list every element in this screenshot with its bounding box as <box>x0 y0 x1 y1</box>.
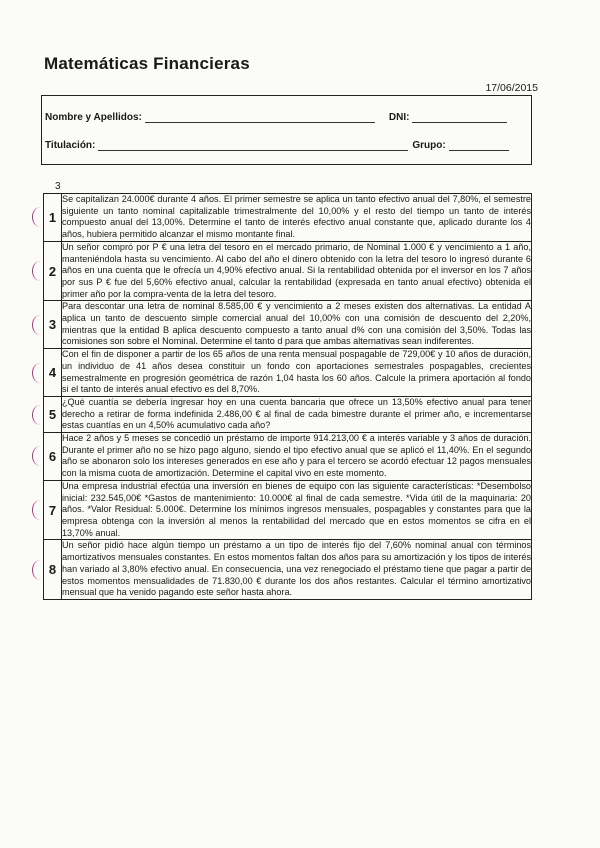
pen-mark <box>32 560 49 580</box>
pen-mark <box>32 405 49 425</box>
pen-mark <box>32 315 49 335</box>
exercise-row <box>44 349 532 397</box>
pen-mark <box>32 500 49 520</box>
exercise-row <box>44 194 532 242</box>
dni-label: DNI: <box>388 112 410 123</box>
exercise-number: 8 <box>44 540 62 600</box>
exercise-text: Con el fin de disponer a partir de los 65 años de una renta mensual pospagable de 729,00€ y 10 años de duración, un individuo de 41 años desea constituir un fondo con aportaciones semestrales pospagables, crecientes semestralmente en progresión geométrica de razón 1,04 hasta los 60 años. Calcule la primera aportación al fondo si el tanto de interés anual efectivo es del 8,70%. <box>62 349 532 397</box>
exercise-number: 1 <box>44 194 62 242</box>
exercise-table <box>43 193 532 600</box>
exercise-number: 3 <box>44 301 62 349</box>
pen-mark <box>32 363 49 383</box>
exercise-text: Una empresa industrial efectúa una inversión en bienes de equipo con las siguiente características: *Desembolso inicial: 232.545,00€ *Gastos de mantenimiento: 10.000€ al final de cada semestre. *Vida útil de la maquinaria: 20 años. *Valor Residual: 5.000€. Determine los mínimos ingresos mensuales, pospagables y constantes para que la empresa obtenga con la inversión al menos la rentabilidad del mercado que en estos momentos se cifra en el 13,70% anual. <box>62 480 532 540</box>
group-field[interactable] <box>449 140 509 151</box>
exercise-text: Un señor pidió hace algún tiempo un préstamo a un tipo de interés fijo del 7,60% nominal anual con términos amortizativos mensuales constantes. En estos momentos faltan dos años para su amortización y los tipos de interés han variado al 3,80% efectivo anual. En consecuencia, una vez renegociado el préstamo tiene que pagar a partir de estos momentos mensualidades de 71.830,00 € durante los dos años restantes. Calcular el término amortizativo mensual que ha venido pagando este señor hasta ahora. <box>62 540 532 600</box>
student-info-box <box>41 95 532 165</box>
degree-label: Titulación: <box>45 140 96 151</box>
name-label: Nombre y Apellidos: <box>45 112 142 123</box>
dni-field[interactable] <box>412 112 507 123</box>
exercise-text: ¿Qué cuantía se debería ingresar hoy en una cuenta bancaria que ofrece un 13,50% efectivo anual para tener derecho a retirar de forma indefinida 2.486,00 € al final de cada bimestre durante el primer año, e incrementarse estas cuantías en un 4,50% acumulativo cada año? <box>62 396 532 432</box>
exercise-row <box>44 301 532 349</box>
name-field[interactable] <box>145 112 375 123</box>
exercise-row <box>44 433 532 481</box>
exercise-row <box>44 396 532 432</box>
exercise-number: 7 <box>44 480 62 540</box>
exercise-row <box>44 540 532 600</box>
exam-date: 17/06/2015 <box>485 82 538 94</box>
page-note: 3 <box>55 181 61 192</box>
exercise-text: Un señor compró por P € una letra del tesoro en el mercado primario, de Nominal 1.000 € y vencimiento a 1 año, manteniéndola hasta su vencimiento. Al cabo del año el dinero obtenido con la letra del tesoro lo ingresó durante 6 años en una cuenta que le ofrecía un 4,90% efectivo anual. Si la rentabilidad obtenida por el inversor en los 7 años por sus P € fue del 5,60% efectivo anual, calcular la rentabilidad (expresada en tanto anual efectivo) obtenida el primer año por la compra-venta de la letra del tesoro. <box>62 241 532 301</box>
exercise-number: 2 <box>44 241 62 301</box>
exercise-text: Para descontar una letra de nominal 8.585,00 € y vencimiento a 2 meses existen dos alternativas. La entidad A aplica un tanto de descuento simple comercial anual del 10,00% con una comisión de descuento del 2,20%, mientras que la entidad B aplica descuento compuesto a tanto anual d% con una comisión del 3,50%. Todas las comisiones son sobre el Nominal. Determine el tanto d para que ambas alternativas sean indiferentes. <box>62 301 532 349</box>
degree-row <box>45 140 509 151</box>
exercise-number: 4 <box>44 349 62 397</box>
exercise-text: Se capitalizan 24.000€ durante 4 años. El primer semestre se aplica un tanto efectivo anual del 7,80%, el semestre siguiente un tanto nominal capitalizable trimestralmente del 10,00% y el resto del tiempo un tanto de interés compuesto anual del 13,00%. Determine el tanto de interés efectivo anual constante que, aplicado durante los 4 años, hubiera permitido alcanzar el mismo montante final. <box>62 194 532 242</box>
pen-mark <box>32 446 49 466</box>
exercise-row <box>44 480 532 540</box>
pen-mark <box>32 261 49 281</box>
group-label: Grupo: <box>412 140 446 151</box>
degree-field[interactable] <box>98 140 408 151</box>
pen-mark <box>32 207 49 227</box>
exercise-row <box>44 241 532 301</box>
name-row <box>45 112 507 123</box>
page-title: Matemáticas Financieras <box>44 54 250 73</box>
exercise-number: 5 <box>44 396 62 432</box>
exercise-number: 6 <box>44 433 62 481</box>
exercise-text: Hace 2 años y 5 meses se concedió un préstamo de importe 914.213,00 € a interés variable y 3 años de duración. Durante el primer año no se hizo pago alguno, siendo el tipo efectivo anual que se aplicó el 11,40%. En el segundo año se abonaron solo los intereses generados en ese año y para el tercero se acordó efectuar 12 pagos mensuales con la misma cuota de amortización. Determine el capital vivo en este momento. <box>62 433 532 481</box>
